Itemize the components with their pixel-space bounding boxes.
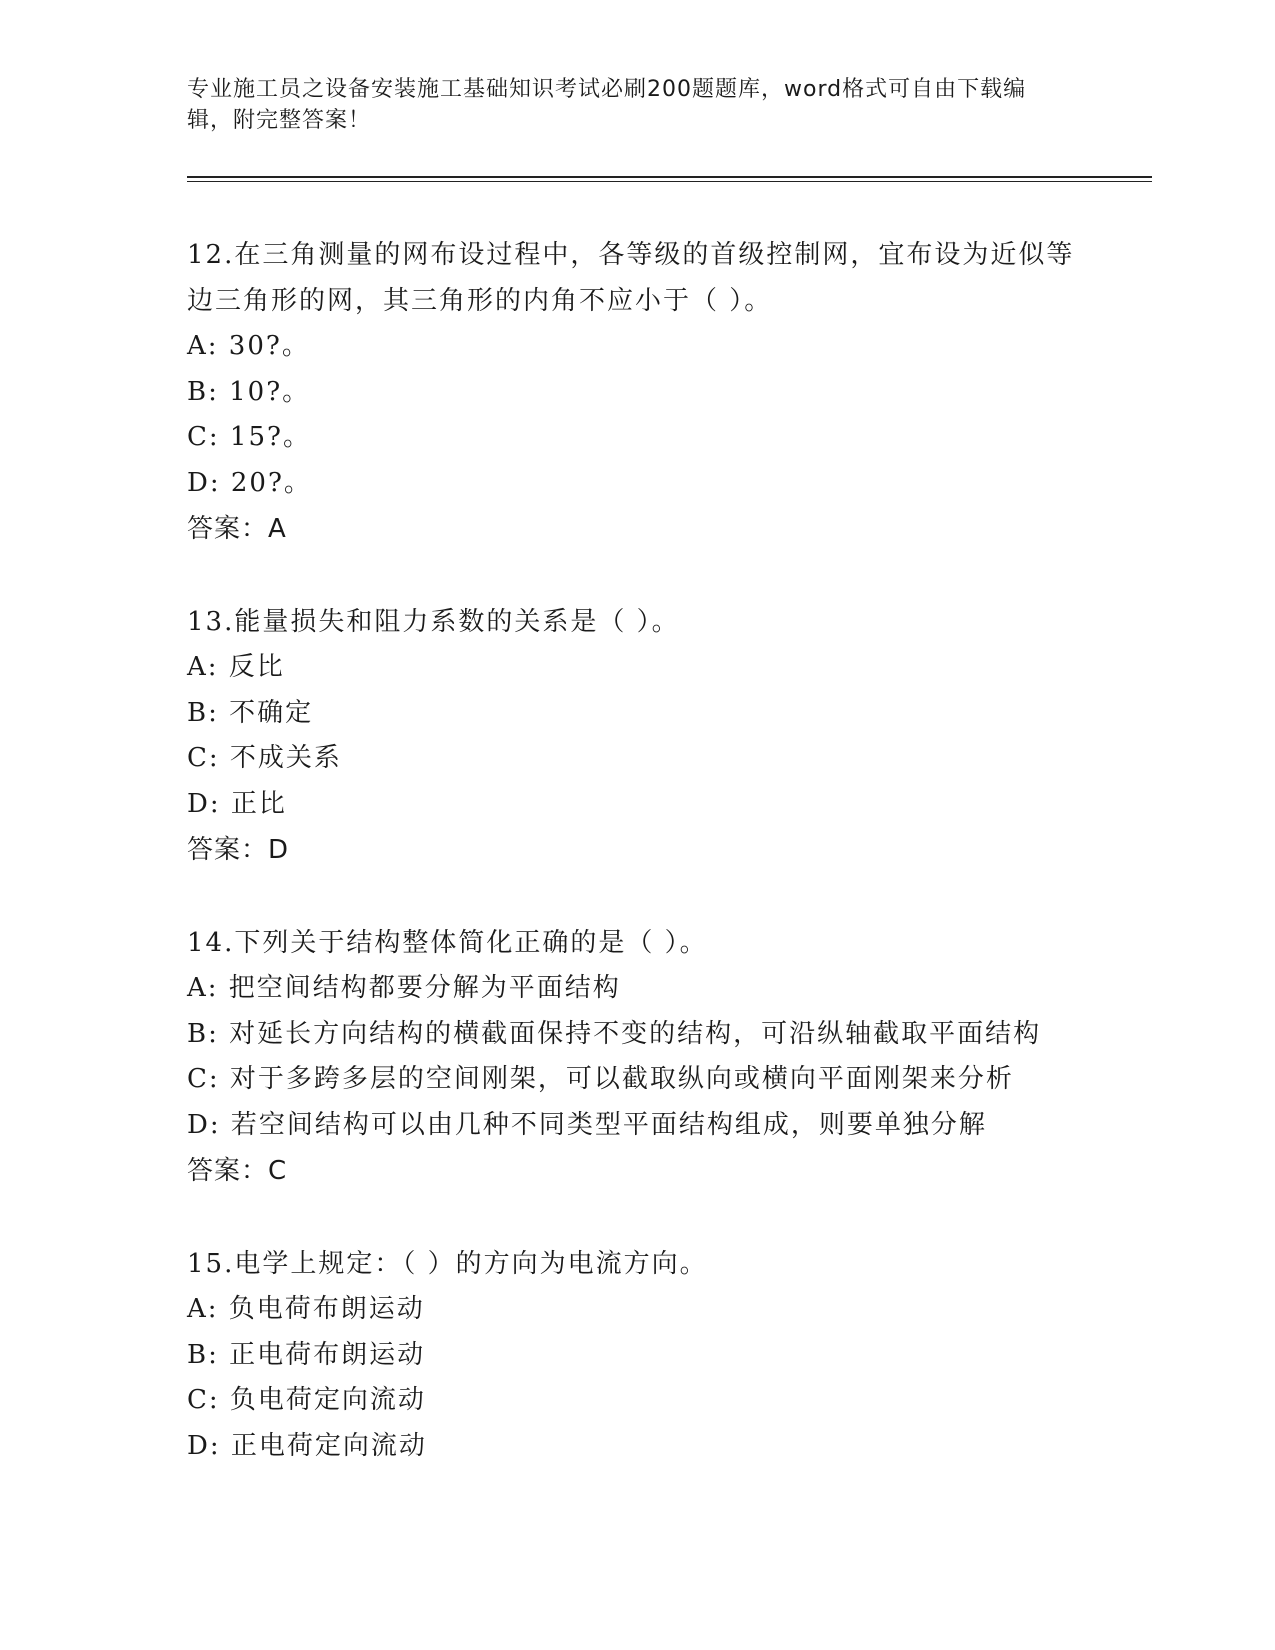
question-15 [187,1241,1087,1469]
question-14 [187,920,1087,1194]
option-c: C: 对于多跨多层的空间刚架，可以截取纵向或横向平面刚架来分析 [187,1064,1014,1094]
option-b: B: 不确定 [187,697,314,728]
option-a: A: 30?。 [187,331,310,361]
option-a: A: 负电荷布朗运动 [187,1294,425,1324]
option-c: C: 15?。 [187,422,311,452]
question-list [187,232,1087,1516]
option-d: D: 20?。 [187,467,312,498]
option-a: A: 反比 [187,652,285,682]
option-b: B: 对延长方向结构的横截面保持不变的结构，可沿纵轴截取平面结构 [187,1018,1042,1049]
option-a: A: 把空间结构都要分解为平面结构 [187,973,621,1003]
answer-line: 答案：A [187,514,287,544]
option-b: B: 10?。 [187,376,311,407]
header-divider-thick [187,176,1152,178]
option-d: D: 若空间结构可以由几种不同类型平面结构组成，则要单独分解 [187,1109,987,1140]
question-stem: 14.下列关于结构整体简化正确的是（ ）。 [187,928,708,958]
option-d: D: 正电荷定向流动 [187,1430,427,1461]
question-stem: 15.电学上规定：（ ）的方向为电流方向。 [187,1249,708,1279]
document-header: 专业施工员之设备安装施工基础知识考试必刷200题题库，word格式可自由下载编辑，附完整答案！ [187,77,1027,133]
answer-line: 答案：C [187,1156,288,1186]
option-b: B: 正电荷布朗运动 [187,1339,426,1370]
question-12 [187,232,1087,552]
option-d: D: 正比 [187,788,287,819]
option-c: C: 负电荷定向流动 [187,1385,426,1415]
option-c: C: 不成关系 [187,743,342,773]
question-13 [187,599,1087,873]
question-stem: 12.在三角测量的网布设过程中，各等级的首级控制网，宜布设为近似等边三角形的网，其三角形的内角不应小于（ ）。 [187,240,1075,316]
header-divider-thin [187,181,1152,182]
answer-line: 答案：D [187,835,290,865]
question-stem: 13.能量损失和阻力系数的关系是（ ）。 [187,607,680,637]
